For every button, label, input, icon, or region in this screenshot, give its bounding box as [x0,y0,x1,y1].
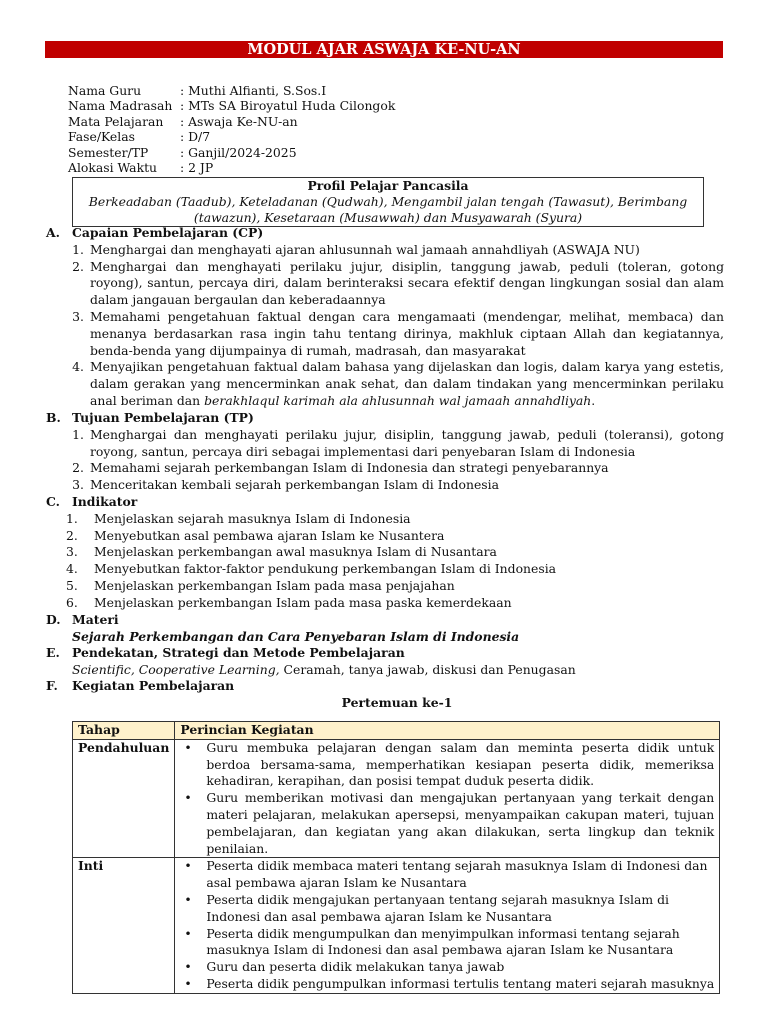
section-f [46,678,724,695]
profil-box [72,177,704,227]
list-item [180,892,714,926]
bullet-icon: • [184,891,192,907]
bullet-icon: • [184,790,192,806]
metode-italic: Scientific, Cooperative Learning, [72,661,280,677]
list-number: 1. [72,241,84,257]
table-header-cell: Perincian Kegiatan [175,722,720,740]
metode-text [46,662,724,679]
bullet-icon: • [184,739,192,755]
identity-value: : 2 JP [180,159,214,175]
stage-cell: Inti [73,858,175,993]
list-item [46,460,724,477]
section-letter: C. [46,494,60,509]
section-heading [46,645,724,662]
section-heading [46,494,724,511]
identity-value: : D/7 [180,129,211,145]
list-item [46,528,724,545]
list-text: Guru dan peserta didik melakukan tanya jawab [206,959,505,975]
list-item [46,511,724,528]
list-number: 3. [66,544,78,560]
meeting-title: Pertemuan ke-1 [341,695,453,710]
bullet-icon: • [184,858,192,874]
list-number: 4. [66,561,78,577]
list-number: 2. [72,258,84,274]
list-text: Peserta didik mengajukan pertanyaan tentang sejarah masuknya Islam di Indonesi dan asal pembawa ajaran Islam ke Nusantara [206,891,669,924]
table-header-cell: Tahap [73,722,175,740]
bullet-icon: • [184,959,192,975]
identity-row [68,129,568,144]
indikator-list [46,511,724,612]
table-row [73,858,720,993]
table-row [73,739,720,858]
activity-cell [175,739,720,858]
section-heading [46,678,724,695]
list-text: Menceritakan kembali sejarah perkembangan Islam di Indonesia [90,477,499,493]
section-d [46,612,724,646]
section-heading [46,410,724,427]
list-number: 3. [72,477,84,493]
section-title: Materi [72,612,119,627]
section-b [46,410,724,494]
section-letter: B. [46,410,61,425]
list-text: Menyebutkan faktor-faktor pendukung perkembangan Islam di Indonesia [94,561,557,577]
list-text: Memahami pengetahuan faktual dengan cara mengamaati (mendengar, melihat, membaca) dan menanya berdasarkan rasa ingin tahu tentang dirinya, makhluk ciptaan Allah dan kegiatannya, benda-benda yang dijumpainya di rumah, madrasah, dan masyarakat [90,308,724,358]
identity-label: Nama Guru [68,83,142,98]
identity-label: Nama Madrasah [68,98,173,114]
section-e [46,645,724,679]
list-number: 2. [66,527,78,543]
section-c [46,494,724,612]
list-item [46,544,724,561]
cp-list [46,242,724,410]
list-item [180,926,714,960]
section-letter: A. [46,225,60,240]
list-text: Menghargai dan menghayati perilaku jujur, disiplin, tanggung jawab, peduli (toleransi), gotong royong, santun, percaya diri sebagai implementasi dari penyebaran Islam di Indonesia [90,426,724,459]
list-text-end: . [591,392,596,408]
document-title: MODUL AJAR ASWAJA KE-NU-AN [45,41,723,58]
activity-list [180,858,714,992]
list-item [46,595,724,612]
list-item [46,359,724,409]
activity-list [180,740,714,858]
identity-row [68,98,568,113]
list-item [180,976,714,993]
section-a [46,225,724,410]
list-text: Peserta didik pengumpulkan informasi tertulis tentang materi sejarah masuknya [206,975,715,991]
list-text: Menghargai dan menghayati perilaku jujur, disiplin, tanggung jawab, peduli (toleran, gotong royong), santun, percaya diri, dalam berinteraksi secara efektif dengan lingkungan sosial dan alam dalam jangauan bergaulan dan keberadaannya [90,258,724,308]
list-text: Menjelaskan sejarah masuknya Islam di Indonesia [94,510,411,526]
stage-cell: Pendahuluan [73,739,175,858]
profil-text: Berkeadaban (Taadub), Keteladanan (Qudwah), Mengambil jalan tengah (Tawasut), Berimbang (tawazun), Kesetaraan (Musawwah) dan Musyawarah (Syura) [88,194,688,225]
list-text [90,359,724,409]
list-item [46,561,724,578]
identity-value: : Aswaja Ke-NU-an [180,113,298,129]
section-letter: D. [46,612,61,627]
list-text: Menghargai dan menghayati ajaran ahlusunnah wal jamaah annahdliyah (ASWAJA NU) [90,241,640,257]
identity-value: : MTs SA Biroyatul Huda Cilongok [180,98,396,114]
list-number: 1. [66,510,78,526]
metode-rest: Ceramah, tanya jawab, diskusi dan Penugasan [279,661,576,677]
identity-row [68,114,568,129]
list-number: 5. [66,577,78,593]
list-text: Menyebutkan asal pembawa ajaran Islam ke Nusantera [94,527,445,543]
list-number: 6. [66,594,78,610]
identity-value: : Muthi Alfianti, S.Sos.I [180,83,327,98]
identity-block [68,83,568,175]
list-item [180,959,714,976]
list-item [46,309,724,359]
identity-row [68,83,568,98]
list-text: Menjelaskan perkembangan Islam pada masa penjajahan [94,577,455,593]
list-text-italic: berakhlaqul karimah ala ahlusunnah wal jamaah annahdliyah [204,392,592,408]
identity-row [68,145,568,160]
list-text: Peserta didik membaca materi tentang sejarah masuknya Islam di Indonesi dan asal pembawa ajaran Islam ke Nusantara [206,858,708,891]
section-title: Kegiatan Pembelajaran [72,678,235,693]
list-number: 4. [72,359,84,375]
identity-label: Mata Pelajaran [68,113,164,129]
bullet-icon: • [184,975,192,991]
bullet-icon: • [184,925,192,941]
identity-label: Alokasi Waktu [68,159,158,175]
list-item [46,477,724,494]
list-item [46,259,724,309]
list-number: 3. [72,308,84,324]
list-number: 2. [72,460,84,476]
list-item [180,858,714,892]
section-letter: F. [46,678,58,693]
section-letter: E. [46,645,60,660]
identity-value: : Ganjil/2024-2025 [180,144,297,160]
list-item [46,578,724,595]
list-text-main: Menyajikan pengetahuan faktual dalam bahasa yang dijelaskan dan logis, dalam karya yang estetis, dalam gerakan yang mencerminkan anak sehat, dan dalam tindakan yang mencerminkan perilaku anal beriman dan [90,359,724,408]
activity-cell [175,858,720,993]
list-item [180,790,714,857]
list-item [46,427,724,461]
section-heading [46,612,724,629]
section-title: Tujuan Pembelajaran (TP) [72,410,254,425]
section-title: Capaian Pembelajaran (CP) [72,225,264,240]
section-title: Indikator [72,494,138,509]
list-text: Guru membuka pelajaran dengan salam dan meminta peserta didik untuk berdoa bersama-sama, memperhatikan kesiapan peserta didik, memeriksa kehadiran, kerapihan, dan posisi tempat duduk peserta didik. [206,739,715,789]
identity-label: Fase/Kelas [68,129,135,145]
list-number: 1. [72,426,84,442]
identity-row [68,160,568,175]
list-text: Guru memberikan motivasi dan mengajukan pertanyaan yang terkait dengan materi pelajaran, melakukan apersepsi, menyampaikan cakupan materi, tujuan pembelajaran, dan kegiatan yang akan dilakukan, serta lingkup dan teknik penilaian. [206,790,715,856]
section-title: Pendekatan, Strategi dan Metode Pembelajaran [72,645,405,660]
list-text: Menjelaskan perkembangan awal masuknya Islam di Nusantara [94,544,497,560]
list-item [46,242,724,259]
activity-table [72,721,720,994]
list-item [180,740,714,790]
identity-label: Semester/TP [68,144,149,160]
materi-text: Sejarah Perkembangan dan Cara Penyebaran Islam di Indonesia [72,628,520,644]
profil-heading: Profil Pelajar Pancasila [307,178,469,193]
list-text: Peserta didik mengumpulkan dan menyimpulkan informasi tentang sejarah masuknya Islam di Indonesi dan asal pembawa ajaran Islam ke Nusantara [206,925,680,958]
list-text: Menjelaskan perkembangan Islam pada masa paska kemerdekaan [94,594,512,610]
table-header-row [73,722,720,740]
tp-list [46,427,724,494]
section-heading [46,225,724,242]
list-text: Memahami sejarah perkembangan Islam di Indonesia dan strategi penyebarannya [90,460,609,476]
